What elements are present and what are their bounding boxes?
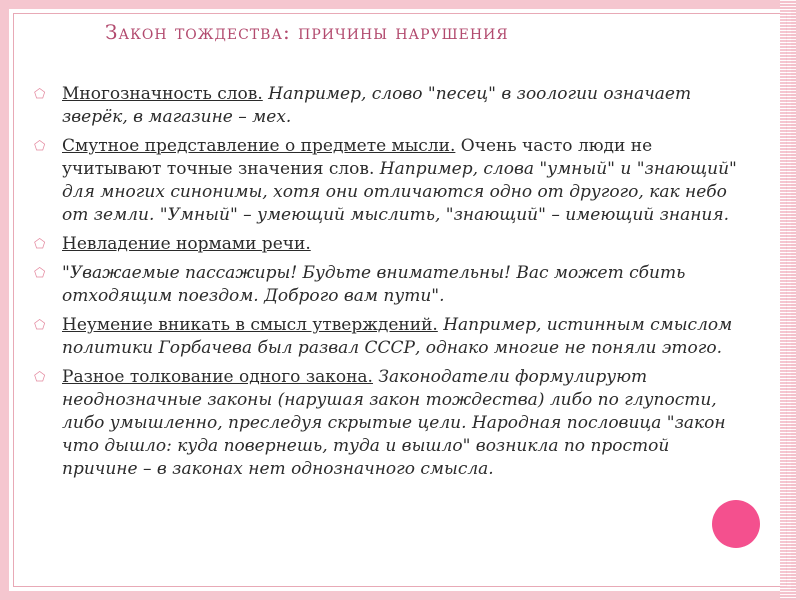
decorative-stripe [780, 0, 796, 600]
item-tail: Например, истинным смыслом политики Горбачева был развал СССР, однако многие не поняли этого. [62, 315, 733, 358]
list-item [34, 262, 749, 308]
bullet-arrow-icon: ⬠ [34, 237, 46, 252]
item-lead: Смутное представление о предмете мысли. [62, 136, 456, 156]
list-item [34, 83, 749, 129]
list-item [34, 135, 749, 227]
slide-title: Закон тождества: причины нарушения [105, 20, 509, 44]
decorative-circle [712, 500, 760, 548]
item-lead: Многозначность слов. [62, 84, 263, 104]
bullet-arrow-icon: ⬠ [34, 370, 46, 385]
item-quote: "Уважаемые пассажиры! Будьте внимательны! Вас может сбить отходящим поездом. Доброго вам пути". [62, 263, 686, 306]
bullet-arrow-icon: ⬠ [34, 139, 46, 154]
bullet-list [34, 83, 749, 487]
item-tail: Например, слово "песец" в зоологии означает зверёк, в магазине – мех. [62, 84, 692, 127]
list-item [34, 366, 749, 481]
list-item [34, 233, 749, 256]
item-tail-plain: Очень часто люди не учитывают точные значения слов. [62, 136, 653, 179]
item-tail: Например, слова "умный" и "знающий" для многих синонимы, хотя они отличаются одно от другого, как небо от земли. "Умный" – умеющий мыслить, "знающий" – имеющий знания. [62, 159, 737, 225]
item-tail: Законодатели формулируют неоднозначные законы (нарушая закон тождества) либо по глупости, либо умышленно, преследуя скрытые цели. Народная пословица "закон что дышло: куда повернешь, туда и вышло" возникла по простой причине – в законах нет однозначного смысла. [62, 367, 726, 479]
item-lead: Невладение нормами речи. [62, 234, 311, 254]
item-lead: Разное толкование одного закона. [62, 367, 373, 387]
bullet-arrow-icon: ⬠ [34, 266, 46, 281]
bullet-arrow-icon: ⬠ [34, 87, 46, 102]
list-item [34, 314, 749, 360]
bullet-arrow-icon: ⬠ [34, 318, 46, 333]
item-lead: Неумение вникать в смысл утверждений. [62, 315, 438, 335]
